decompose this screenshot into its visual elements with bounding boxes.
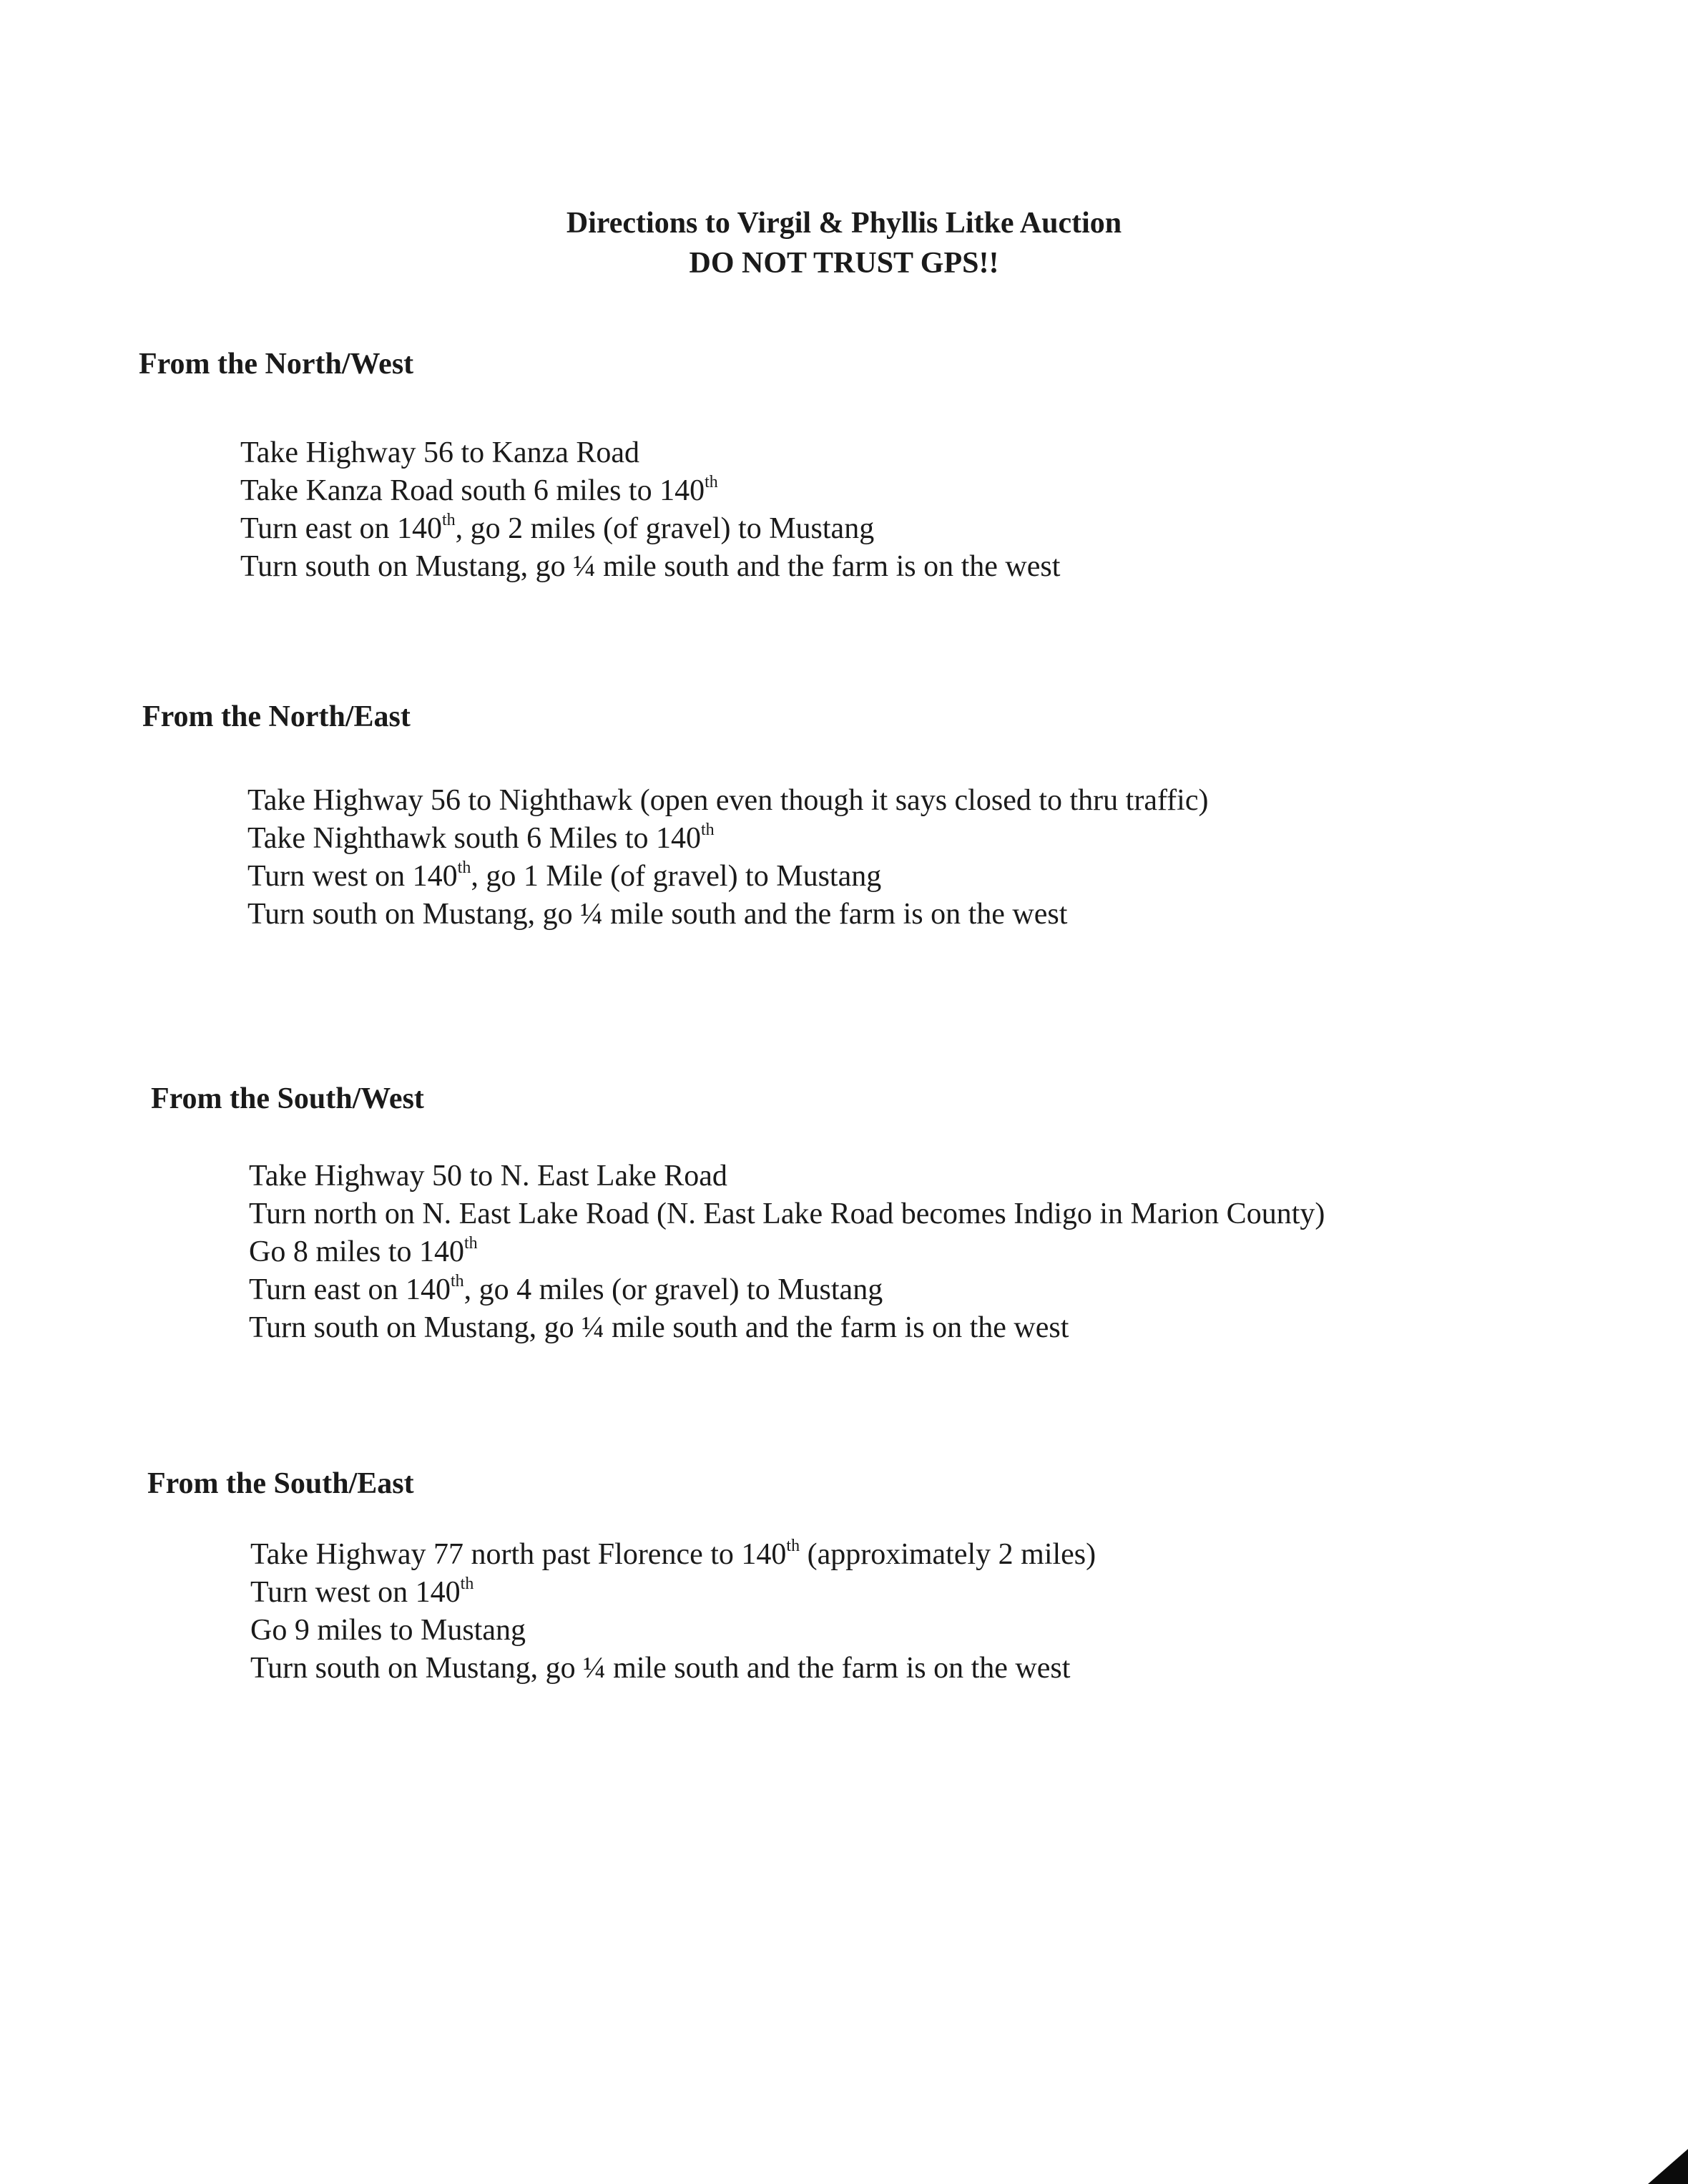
steps-north-west bbox=[240, 434, 1060, 586]
step: Take Highway 56 to Kanza Road bbox=[240, 436, 640, 469]
step: Take Highway 77 north past Florence to 140th (approximately 2 miles) bbox=[250, 1537, 1096, 1571]
section-heading-north-east: From the North/East bbox=[142, 700, 411, 733]
steps-south-east bbox=[250, 1536, 1096, 1688]
step: Take Highway 50 to N. East Lake Road bbox=[249, 1160, 727, 1193]
step: Turn south on Mustang, go ¼ mile south and the farm is on the west bbox=[247, 898, 1068, 931]
step: Turn south on Mustang, go ¼ mile south and the farm is on the west bbox=[249, 1311, 1069, 1344]
steps-south-west bbox=[249, 1157, 1325, 1347]
scan-corner-mark bbox=[1638, 2134, 1688, 2184]
step: Turn south on Mustang, go ¼ mile south and the farm is on the west bbox=[240, 550, 1061, 583]
step: Take Highway 56 to Nighthawk (open even though it says closed to thru traffic) bbox=[247, 784, 1209, 817]
section-heading-south-east: From the South/East bbox=[147, 1467, 414, 1500]
step: Turn south on Mustang, go ¼ mile south and the farm is on the west bbox=[250, 1652, 1071, 1685]
step: Take Kanza Road south 6 miles to 140th bbox=[240, 473, 718, 507]
document-warning: DO NOT TRUST GPS!! bbox=[689, 247, 999, 280]
document-title: Directions to Virgil & Phyllis Litke Auction bbox=[566, 207, 1122, 240]
section-heading-north-west: From the North/West bbox=[139, 348, 414, 381]
step: Turn west on 140th bbox=[250, 1575, 474, 1609]
step: Turn north on N. East Lake Road (N. East Lake Road becomes Indigo in Marion County) bbox=[249, 1198, 1325, 1230]
step: Take Nighthawk south 6 Miles to 140th bbox=[247, 821, 715, 855]
step: Turn east on 140th, go 4 miles (or gravel) to Mustang bbox=[249, 1272, 883, 1306]
step: Turn east on 140th, go 2 miles (of gravel) to Mustang bbox=[240, 511, 875, 545]
section-heading-south-west: From the South/West bbox=[151, 1082, 424, 1115]
steps-north-east bbox=[247, 782, 1208, 934]
step: Turn west on 140th, go 1 Mile (of gravel) to Mustang bbox=[247, 858, 882, 893]
step: Go 8 miles to 140th bbox=[249, 1234, 478, 1268]
step: Go 9 miles to Mustang bbox=[250, 1614, 526, 1647]
